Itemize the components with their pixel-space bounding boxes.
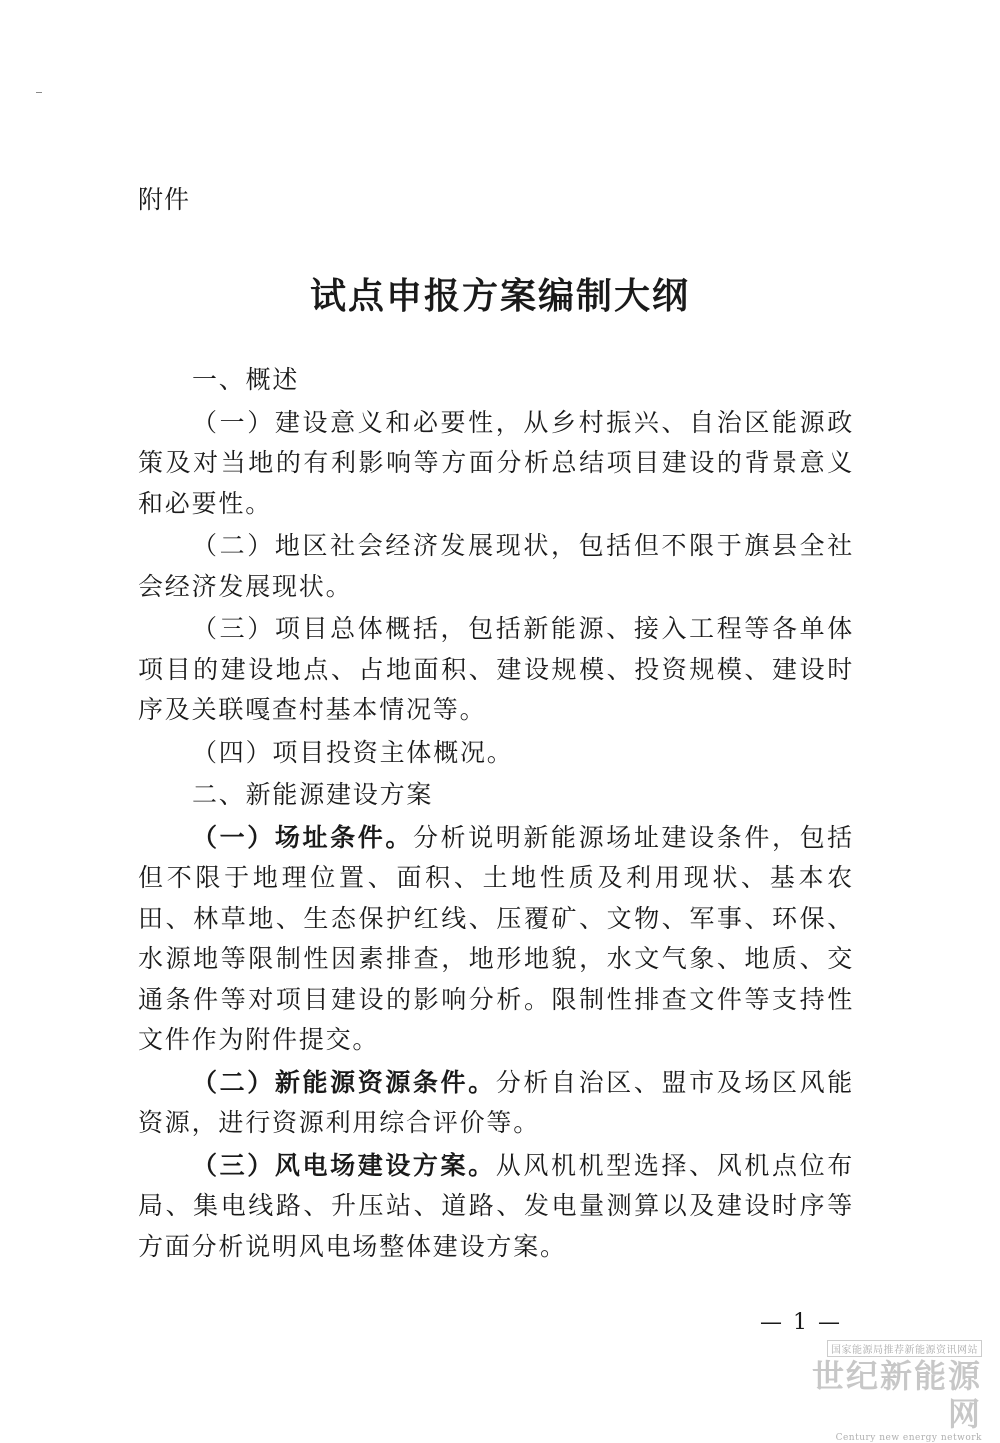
paragraph-investor: （四）项目投资主体概况。 <box>192 737 514 767</box>
site-conditions-text: 分析说明新能源场址建设条件，包括但不限于地理位置、面积、土地性质及利用现状、基本农田、林草地、生态保护红线、压覆矿、文物、军事、环保、水源地等限制性因素排查，地形地貌，水文气象、地质、交通条件等对项目建设的影响分析。限制性排查文件等支持性文件作为附件提交。 <box>138 822 854 1054</box>
paragraph-economy: （二）地区社会经济发展现状，包括但不限于旗县全社会经济发展现状。 <box>138 531 854 601</box>
document-body <box>138 360 854 1267</box>
paragraph-resource-conditions <box>138 1063 854 1144</box>
wind-farm-plan-text: 从风机机型选择、风机点位布局、集电线路、升压站、道路、发电量测算以及建设时序等方面分析说明风电场整体建设方案。 <box>138 1150 854 1261</box>
paragraph-site-conditions <box>138 818 854 1061</box>
section-heading-new-energy: 二、新能源建设方案 <box>192 780 434 809</box>
scan-artifact <box>36 92 42 93</box>
page-number: — 1 — <box>760 1310 842 1335</box>
watermark-top-text: 国家能源局推荐新能源资讯网站 <box>827 1340 982 1357</box>
document-title: 试点申报方案编制大纲 <box>309 275 690 317</box>
resource-conditions-heading: （二）新能源资源条件。 <box>192 1067 496 1097</box>
attachment-label: 附件 <box>138 185 191 214</box>
paragraph-wind-farm-plan <box>138 1146 854 1268</box>
wind-farm-plan-heading: （三）风电场建设方案。 <box>192 1150 496 1180</box>
watermark-logo <box>782 1338 982 1443</box>
watermark-sub-text: Century new energy network <box>835 1433 982 1443</box>
paragraph-project-overview: （三）项目总体概括，包括新能源、接入工程等各单体项目的建设地点、占地面积、建设规模、投资规模、建设时序及关联嘎查村基本情况等。 <box>138 614 854 724</box>
site-conditions-heading: （一）场址条件。 <box>192 822 413 852</box>
section-heading-overview: 一、概述 <box>192 365 300 394</box>
resource-conditions-text: 分析自治区、盟市及场区风能资源，进行资源利用综合评价等。 <box>138 1067 854 1137</box>
watermark-main-text: 世纪新能源网 <box>811 1357 982 1433</box>
paragraph-significance: （一）建设意义和必要性，从乡村振兴、自治区能源政策及对当地的有利影响等方面分析总结项目建设的背景意义和必要性。 <box>138 407 854 518</box>
